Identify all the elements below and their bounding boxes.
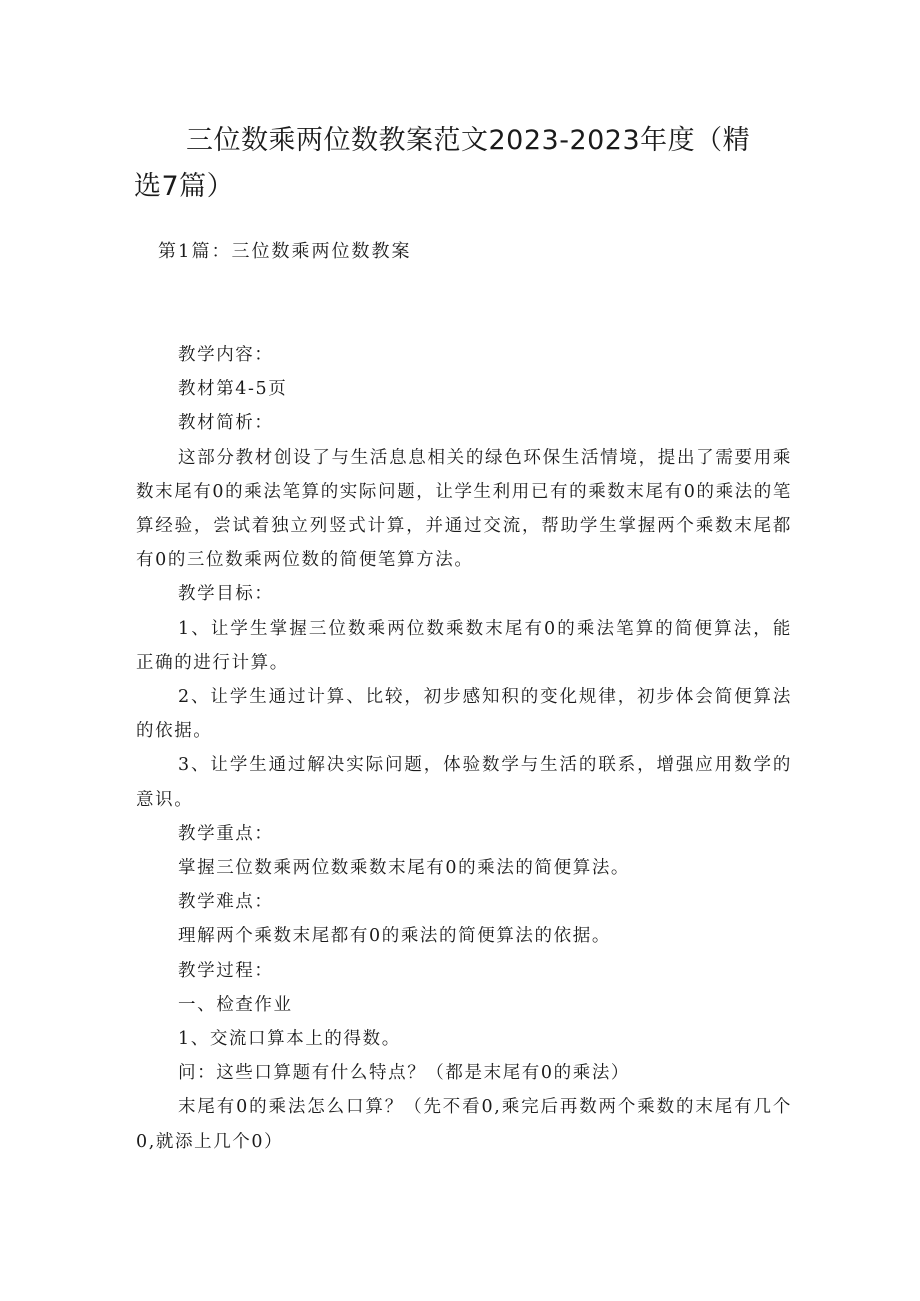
paragraph: 教学过程： [178, 960, 274, 981]
paragraph: 教学内容： [178, 345, 274, 365]
document-body [136, 338, 792, 1159]
paragraph: 这部分教材创设了与生活息息相关的绿色环保生活情境，提出了需要用乘数末尾有0的乘法笔算的实际问题，让学生利用已有的乘数末尾有0的乘法的笔算经验，尝试着独立列竖式计算，并通过交流，帮助学生掌握两个乘数末尾都有0的三位数乘两位数的简便笔算方法。 [136, 447, 792, 571]
paragraph: 教学目标： [178, 584, 274, 605]
paragraph: 3、让学生通过解决实际问题，体验数学与生活的联系，增强应用数学的意识。 [136, 755, 792, 810]
paragraph: 1、交流口算本上的得数。 [178, 1029, 401, 1050]
section-heading: 第1篇：三位数乘两位数教案 [158, 241, 412, 262]
paragraph: 教材第4-5页 [178, 379, 288, 400]
paragraph: 教材简析： [178, 413, 274, 434]
paragraph: 理解两个乘数末尾都有0的乘法的简便算法的依据。 [178, 926, 611, 947]
paragraph: 一、检查作业 [178, 994, 293, 1015]
paragraph: 掌握三位数乘两位数乘数末尾有0的乘法的简便算法。 [178, 858, 631, 879]
paragraph: 2、让学生通过计算、比较，初步感知积的变化规律，初步体会简便算法的依据。 [136, 687, 792, 742]
paragraph: 教学重点： [178, 823, 274, 844]
paragraph: 末尾有0的乘法怎么口算？（先不看0,乘完后再数两个乘数的末尾有几个0,就添上几个0） [136, 1097, 792, 1152]
document-title: 三位数乘两位数教案范文2023-2023年度（精选7篇） [134, 125, 751, 202]
paragraph: 问：这些口算题有什么特点？（都是末尾有0的乘法） [178, 1063, 631, 1084]
paragraph: 1、让学生掌握三位数乘两位数乘数末尾有0的乘法笔算的简便算法，能正确的进行计算。 [136, 618, 792, 673]
paragraph: 教学难点： [178, 892, 274, 913]
